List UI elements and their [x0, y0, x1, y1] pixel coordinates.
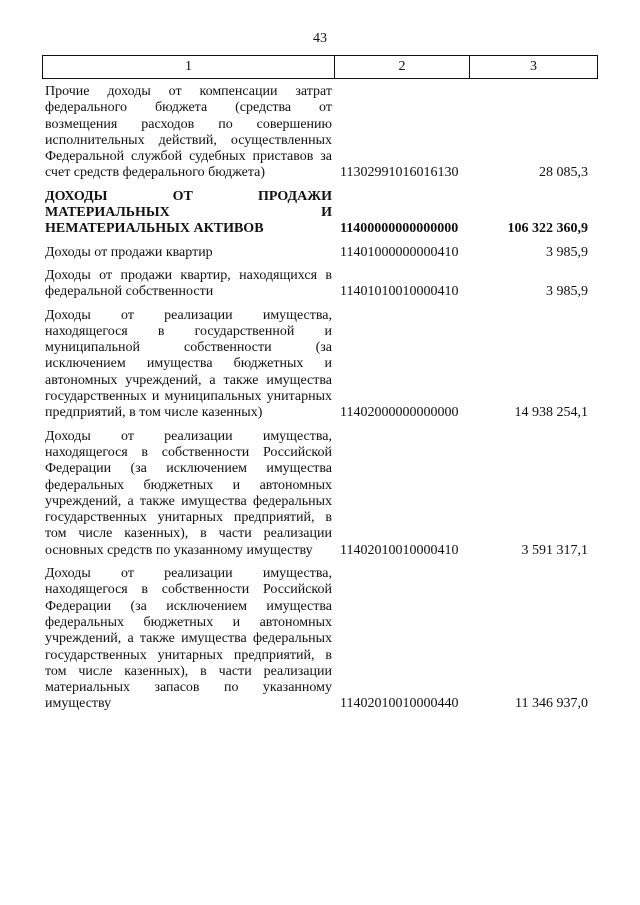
- row-name: ДОХОДЫ ОТ ПРОДАЖИ МАТЕРИАЛЬНЫХ И НЕМАТЕРИАЛЬНЫХ АКТИВОВ: [45, 188, 332, 237]
- row-code: 11401010010000410: [340, 284, 459, 300]
- row-code: 11402010010000440: [340, 696, 459, 712]
- row-code: 11401000000000410: [340, 244, 459, 260]
- row-value: 3 985,9: [546, 284, 588, 300]
- row-value: 11 346 937,0: [515, 696, 588, 712]
- table-row: [42, 308, 598, 422]
- row-value: 106 322 360,9: [507, 221, 588, 237]
- table-row: [42, 429, 598, 559]
- table-row: [42, 189, 598, 238]
- page-number: 43: [313, 31, 327, 46]
- row-code: 11402000000000000: [340, 405, 459, 421]
- table-header-col-1: 1: [43, 56, 335, 78]
- budget-table-body: [42, 84, 598, 720]
- table-row: [42, 566, 598, 713]
- row-name: Доходы от продажи квартир: [45, 244, 213, 260]
- table-row: [42, 84, 598, 182]
- row-value: 28 085,3: [539, 165, 588, 181]
- table-header: [42, 55, 598, 79]
- row-code: 11402010010000410: [340, 542, 459, 558]
- row-value: 3 985,9: [546, 244, 588, 260]
- row-name: Прочие доходы от компенсации затрат федерального бюджета (средства от возмещения расходов по совершению исполнительных действий, осуществленных Федеральной службой судебных приставов за счет средств федерального бюджета): [45, 84, 332, 181]
- table-header-col-2: 2: [335, 56, 470, 78]
- table-row: [42, 245, 598, 261]
- row-name: Доходы от реализации имущества, находящегося в государственной и муниципальной собственности (за исключением имущества бюджетных и автономных учреждений, а также имущества государственных и муниципальных унитарных предприятий, в том числе казенных): [45, 307, 332, 421]
- table-row: [42, 268, 598, 301]
- row-code: 11302991016016130: [340, 165, 459, 181]
- row-name: Доходы от продажи квартир, находящихся в федеральной собственности: [45, 267, 332, 300]
- row-code: 11400000000000000: [340, 221, 459, 237]
- row-name: Доходы от реализации имущества, находящегося в собственности Российской Федерации (за исключением имущества федеральных бюджетных и автономных учреждений, а также имущества федеральных государственных унитарных предприятий, в том числе казенных), в части реализации основных средств по указанному имуществу: [45, 428, 332, 558]
- row-value: 14 938 254,1: [514, 405, 588, 421]
- table-header-col-3: 3: [530, 59, 537, 74]
- row-value: 3 591 317,1: [521, 542, 588, 558]
- row-name: Доходы от реализации имущества, находящегося в собственности Российской Федерации (за исключением имущества федеральных бюджетных и автономных учреждений, а также имущества федеральных государственных унитарных предприятий, в том числе казенных), в части реализации материальных запасов по указанному имуществу: [45, 566, 332, 712]
